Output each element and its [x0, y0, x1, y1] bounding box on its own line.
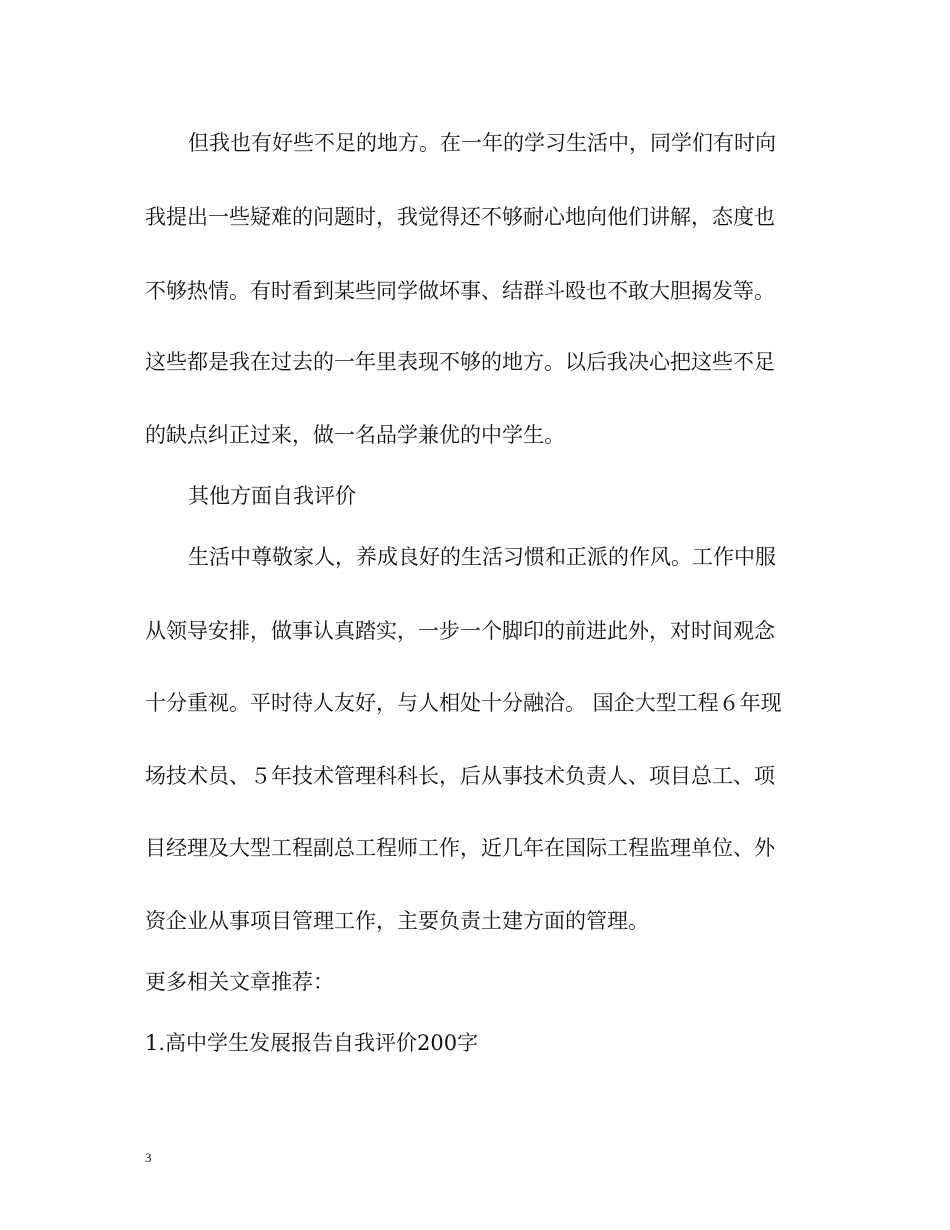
recommended-article-link[interactable]: 1.高中学生发展报告自我评价200字 [145, 1031, 479, 1055]
paragraph-line: 我提出一些疑难的问题时，我觉得还不够耐心地向他们讲解，态度也 [145, 205, 775, 229]
section-heading: 其他方面自我评价 [188, 484, 356, 508]
paragraph-line: 资企业从事项目管理工作，主要负责土建方面的管理。 [145, 909, 649, 933]
paragraph-line: 十分重视。平时待人友好，与人相处十分融洽。 国企大型工程６年现 [145, 691, 782, 715]
recommendation-heading: 更多相关文章推荐： [145, 970, 334, 994]
paragraph-line: 的缺点纠正过来，做一名品学兼优的中学生。 [145, 423, 565, 447]
paragraph-line: 不够热情。有时看到某些同学做坏事、结群斗殴也不敢大胆揭发等。 [145, 279, 775, 303]
paragraph-line: 目经理及大型工程副总工程师工作，近几年在国际工程监理单位、外 [145, 836, 775, 860]
paragraph-line: 场技术员、５年技术管理科科长，后从事技术负责人、项目总工、项 [145, 764, 775, 788]
paragraph-line: 生活中尊敬家人，养成良好的生活习惯和正派的作风。工作中服 [188, 545, 776, 569]
page-number: 3 [145, 1150, 152, 1165]
paragraph-line: 这些都是我在过去的一年里表现不够的地方。以后我决心把这些不足 [145, 350, 775, 374]
paragraph-line: 但我也有好些不足的地方。在一年的学习生活中，同学们有时向 [188, 131, 776, 155]
paragraph-line: 从领导安排，做事认真踏实，一步一个脚印的前进此外，对时间观念 [145, 619, 775, 643]
